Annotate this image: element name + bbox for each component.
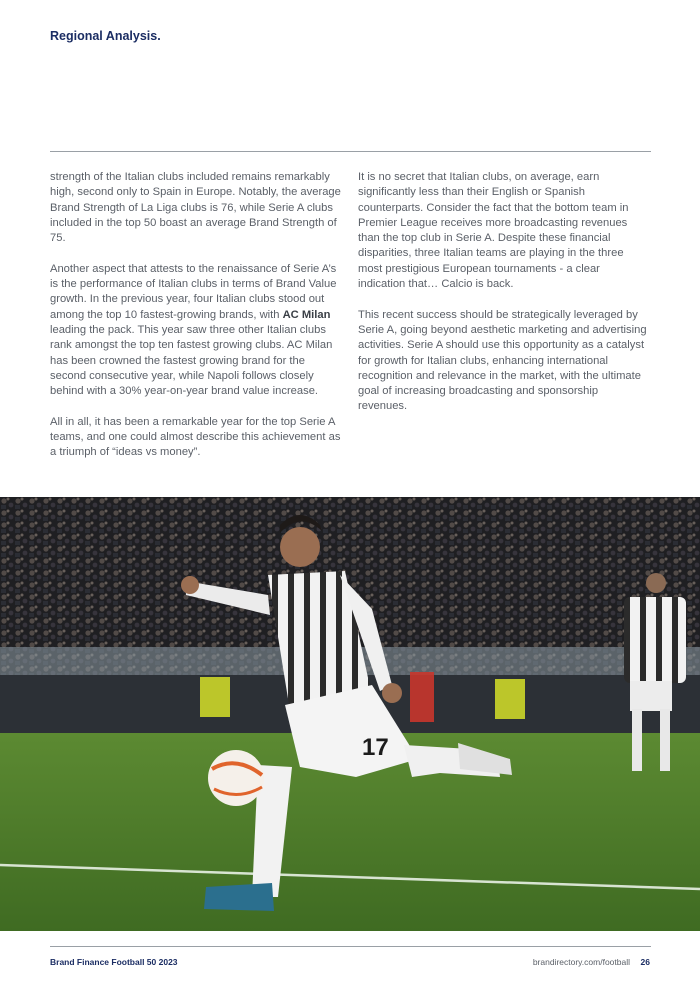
left-paragraph-1: strength of the Italian clubs included remains remarkably high, second only to Spain in Europe. Notably, the average Brand Strength of La Liga clubs is 76, while Serie A clubs included in the top 50 boast an average Brand Strength of 75.: [50, 171, 341, 245]
left-paragraph-2-end: leading the pack. This year saw three other Italian clubs rank amongst the top ten fastest growing clubs. AC Milan has been crowned the fastest growing brand for the second consecutive year, while Napoli follows closely behind with a 30% year-on-year brand value increase.: [50, 323, 333, 398]
left-column: [50, 170, 342, 476]
football-player-photo: [0, 497, 700, 931]
bottom-divider: [50, 946, 651, 947]
right-paragraph-1: It is no secret that Italian clubs, on average, earn significantly less than their English or Spanish counterparts. Consider the fact that the bottom team in Premier League receives more broadcasting revenues than the top club in Serie A. Despite these financial disparities, three Italian teams are playing in the three most prestigious European tournaments - a clear indication that… Calcio is back.: [358, 171, 629, 291]
right-column: [358, 170, 650, 430]
left-paragraph-2-start: Another aspect that attests to the renaissance of Serie A’s is the performance of Italian clubs in terms of Brand Value growth. In the previous year, four Italian clubs stood out among the top 10 fastest-growing brands, with: [50, 262, 337, 321]
ac-milan-highlight: AC Milan: [282, 308, 331, 321]
left-paragraph-3: All in all, it has been a remarkable year for the top Serie A teams, and one could almost describe this achievement as a triumph of “ideas vs money”.: [50, 415, 341, 459]
shirt-number: 17: [362, 734, 389, 761]
top-divider: [50, 151, 651, 152]
section-title: Regional Analysis.: [50, 29, 161, 43]
page-number: 26: [640, 957, 650, 967]
right-paragraph-2: This recent success should be strategically leveraged by Serie A, going beyond aesthetic marketing and advertising activities. Serie A should use this opportunity as a catalyst for growth for Italian clubs, enhancing international recognition and relevance in the market, with the ultimate goal of increasing broadcasting and sponsorship revenues.: [358, 308, 647, 413]
publication-title: Brand Finance Football 50 2023: [50, 957, 178, 967]
footer-url-link[interactable]: brandirectory.com/football: [532, 957, 630, 967]
left-paragraph-2: [50, 262, 342, 400]
